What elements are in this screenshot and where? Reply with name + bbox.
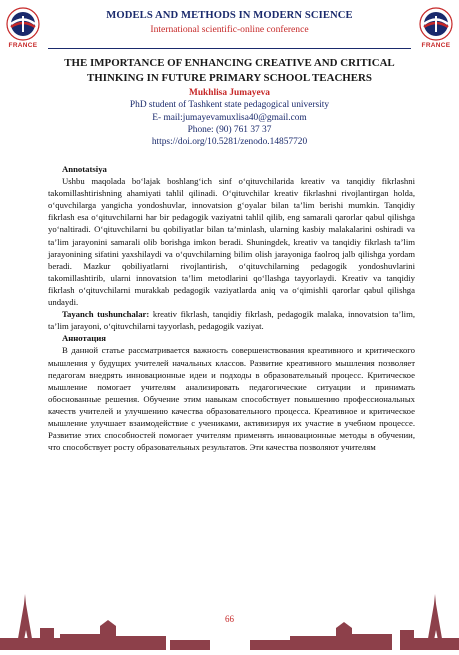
author-block	[30, 87, 429, 148]
conference-logo-icon	[419, 7, 453, 41]
left-logo	[4, 7, 42, 49]
page-header	[0, 4, 459, 52]
article-title-line: THE IMPORTANCE OF ENHANCING CREATIVE AND CRITICAL	[64, 57, 395, 69]
author-name: Mukhlisa Jumayeva	[188, 88, 270, 98]
annotation-uz-text: Ushbu maqolada bo‘lajak boshlang‘ich sinf o‘qituvchilarida kreativ va tanqidiy fikrlashni takomillashtirishning ahamiyati tahlil qilinadi. O‘qituvchilar kreativ fikrlashni rivojlantirgan holda, o‘quvchilarga yangicha yondoshuvlar, innovatsion g‘oyalar bilan ta’lim berishi mumkin. Tanqidiy fikrlash esa o‘qituvchilarni har bir pedagogik vaziyatni tahlil qilib, eng samarali qarorlar qabul qilishga yo‘naltiradi. O‘qituvchilarni bu qobiliyatlar bilan ta’minlash, ularning kasbiy malakalarini oshiradi va ta’lim jarayonini samarali olib borishga imkon beradi. Shuningdek, kreativ va tanqidiy fikrlash ta’lim jarayonining sifatini yaxshilaydi va o‘quvchilarning bilim olish jarayoniga faolroq jalb qilishga yordam beradi. Mazkur qobiliyatlarni rivojlantirish, o‘qituvchilarning pedagogik yondoshuvlarini takomillashtirib, ularni innovatsion ta’lim metodlarini qo‘llashga tayyorlaydi. Kreativ va tanqidiy fikrlash o‘qituvchilarni murakkab pedagogik vaziyatlarda aniq va o‘qimishli qarorlar qabul qilishga undaydi.	[48, 176, 415, 308]
author-affiliation: PhD student of Tashkent state pedagogical university	[129, 100, 330, 111]
keywords-uz-text: kreativ fikrlash, tanqidiy fikrlash, pedagogik malaka, innovatsion ta’lim, ta’lim jarayoni, o‘qituvchilarni tayyorlash, pedagogik vaziyat.	[48, 309, 416, 332]
article-title	[30, 56, 429, 86]
doi-link[interactable]: https://doi.org/10.5281/zenodo.14857720	[151, 137, 308, 148]
annotation-uz-heading: Annotatsiya	[62, 164, 107, 174]
keywords-uz	[48, 308, 415, 332]
annotation-ru-heading: Аннотация	[62, 333, 106, 344]
right-logo-label: FRANCE	[421, 42, 451, 49]
article-body	[48, 163, 415, 453]
conference-logo-icon	[6, 7, 40, 41]
header-divider	[48, 48, 411, 49]
author-email: E- mail:jumayevamuxlisa40@gmail.com	[152, 112, 307, 123]
right-logo	[417, 7, 455, 49]
keywords-uz-label: Tayanch tushunchalar:	[62, 309, 150, 320]
author-phone: Phone: (90) 761 37 37	[187, 124, 272, 135]
page-number: 66	[225, 614, 234, 624]
annotation-ru-text: В данной статье рассматривается важность совершенствования креативного и критического мышления у будущих учителей начальных классов. Развитие креативного мышления позволяет педагогам внедрять инновационные идеи и подходы в образовательный процесс. Критическое мышление помогает учителям анализировать педагогические ситуации и принимать обоснованные решения. Обучение этим навыкам способствует повышению профессиональных качеств учителей и улучшению качества образовательного процесса. Креативное и критическое мышление улучшает взаимодействие с учениками, активизируя их участие в учебном процессе. Развитие этих способностей помогает учителям применять инновационные методы в обучении, что способствует росту образовательных результатов. Эти качества позволяют учителям	[48, 345, 415, 453]
journal-title: MODELS AND METHODS IN MODERN SCIENCE	[106, 10, 353, 21]
conference-subtitle: International scientific-online conference	[150, 24, 309, 35]
article-title-line: THINKING IN FUTURE PRIMARY SCHOOL TEACHERS	[87, 72, 372, 84]
left-logo-label: FRANCE	[8, 42, 38, 49]
